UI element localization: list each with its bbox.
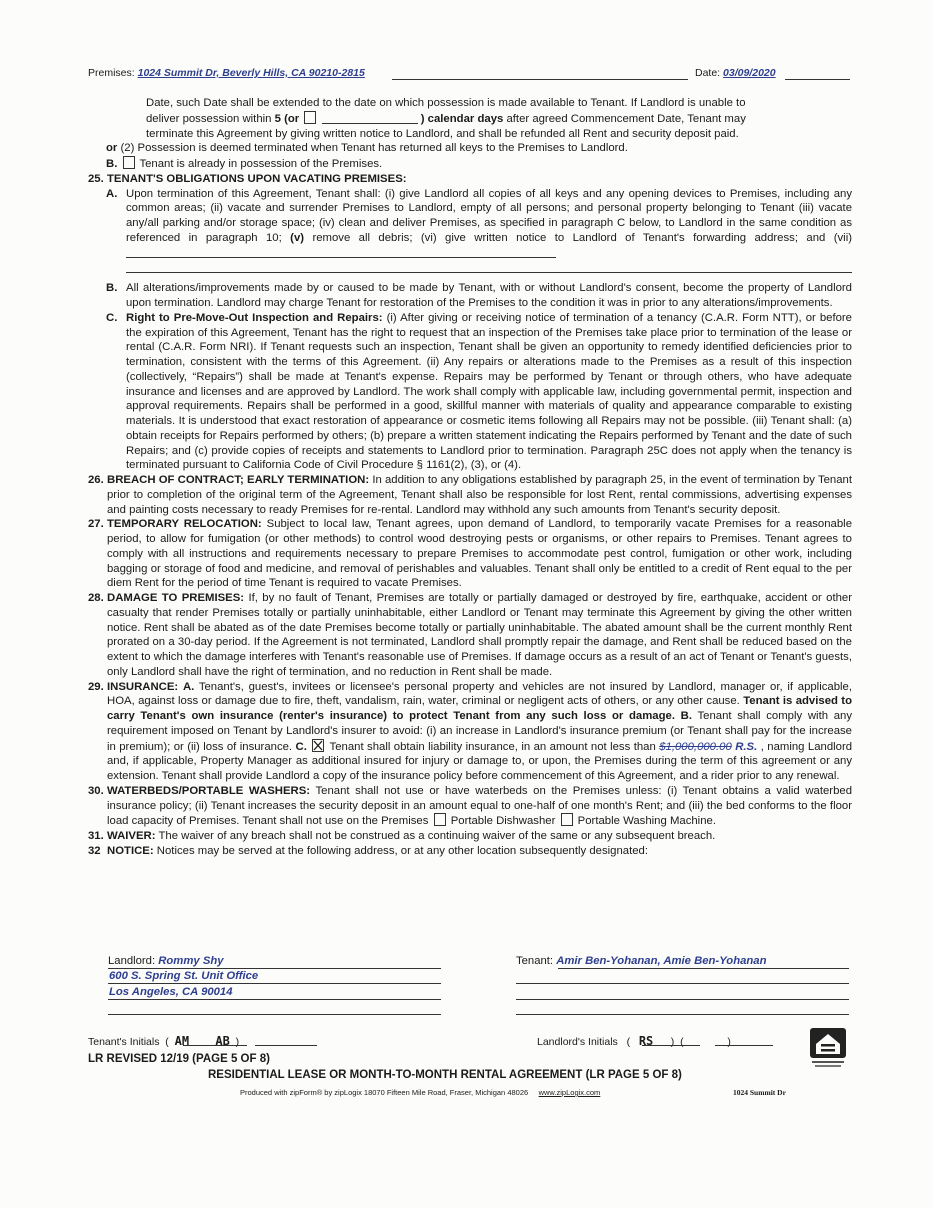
landlord-address-2: Los Angeles, CA 90014 bbox=[109, 986, 233, 998]
section-25-heading: 25. TENANT'S OBLIGATIONS UPON VACATING PREMISES: bbox=[88, 172, 407, 185]
premises-value: 1024 Summit Dr, Beverly Hills, CA 90210-2815 bbox=[137, 67, 365, 79]
days-checkbox[interactable] bbox=[304, 111, 316, 124]
premises-row bbox=[88, 67, 365, 79]
landlord-initials-line-1 bbox=[642, 1045, 700, 1046]
section-25c: C. Right to Pre-Move-Out Inspection and Repairs: (i) After giving or receiving notice of termination of a tenancy (C.A.R. Form NTT), or before the expiration of this Agreement, Tenant has the right to request that an inspection of the Premises take place prior to termination of the lease or rental (C.A.R. Form NRI). If Tenant requests such an inspection, Tenant shall be given an opportunity to remedy identified deficiencies prior to termination, consistent with the terms of this Agreement. (ii) Any repairs or alterations made to the Premises as a result of this inspection (collectively, “Repairs”) shall be made at Tenant's expense. Repairs may be performed by Tenant or through others, who have adequate insurance and licenses and are approved by Landlord. The work shall comply with applicable law, including governmental permit, inspection and approval requirements. Repairs shall be performed in a good, skillful manner with materials of quality and appearance comparable to existing materials. It is understood that exact restoration of appearance or cosmetic items following all Repairs may not be possible. (iii) Tenant shall: (a) obtain receipts for Repairs performed by others; (b) prepare a written statement indicating the Repairs performed by Tenant and the date of such Repairs; and (c) provide copies of receipts and statements to Landlord prior to termination. Paragraph 25C does not apply when the tenancy is terminated pursuant to California Code of Civil Procedure § 1161(2), (3), or (4). bbox=[106, 311, 852, 472]
date-label: Date: bbox=[695, 67, 721, 79]
ziplogix-link[interactable]: www.zipLogix.com bbox=[538, 1088, 601, 1097]
landlord-address-1: 600 S. Spring St. Unit Office bbox=[109, 970, 259, 982]
section-26: 26. BREACH OF CONTRACT; EARLY TERMINATION: In addition to any obligations established by paragraph 25, in the event of termination by Tenant prior to completion of the original term of the Agreement, Tenant shall also be responsible for lost Rent, rental commissions, advertising expenses and painting costs necessary to ready Premises for re-rental. Landlord may withhold any such amounts from Tenant's security deposit. bbox=[88, 474, 853, 516]
document-name: 1024 Summit Dr bbox=[733, 1088, 786, 1097]
landlord-initials-line-2 bbox=[715, 1045, 773, 1046]
zipform-credit: Produced with zipForm® by zipLogix 18070 Fifteen Mile Road, Fraser, Michigan 48026 www.zipLogix.com bbox=[240, 1088, 601, 1097]
tenant-line-1 bbox=[558, 968, 849, 969]
revision-label: LR REVISED 12/19 (PAGE 5 OF 8) bbox=[88, 1053, 270, 1065]
landlord-line-2 bbox=[108, 983, 441, 984]
tenant-line-4 bbox=[516, 1014, 849, 1015]
tenant-initials-line-2 bbox=[255, 1045, 317, 1046]
date-underline bbox=[785, 79, 850, 80]
tenant-initials-row: Tenant's Initials ( AM AB ) bbox=[88, 1034, 240, 1048]
tenant-name: Amir Ben-Yohanan, Amie Ben-Yohanan bbox=[556, 955, 767, 967]
section-32: 32 NOTICE: Notices may be served at the following address, or at any other location subsequently designated: bbox=[88, 844, 649, 857]
or-option-2: or (2) Possession is deemed terminated when Tenant has returned all keys to the Premises to Landlord. bbox=[106, 142, 628, 155]
date-row bbox=[695, 67, 776, 79]
landlord-line-3 bbox=[108, 999, 441, 1000]
option-b: B. Tenant is already in possession of the Premises. bbox=[106, 158, 383, 170]
section-28: 28. DAMAGE TO PREMISES: If, by no fault of Tenant, Premises are totally or partially damaged or destroyed by fire, earthquake, accident or other casualty that render Premises totally or partially uninhabitable, either Landlord or Tenant may terminate this Agreement by giving the other written notice. Rent shall be abated as of the date Premises become totally or partially uninhabitable. The abated amount shall be the current monthly Rent prorated on a 30-day period. If the Agreement is not terminated, Landlord shall promptly repair the damage, and Rent shall be reduced based on the extent to which the damage interferes with Tenant's reasonable use of Premises. If damage occurs as a result of an act of Tenant or Tenant's guests, only Landlord shall have the right of termination, and no reduction in Rent shall be made. bbox=[88, 592, 853, 678]
section-27: 27. TEMPORARY RELOCATION: Subject to local law, Tenant agrees, upon demand of Landlord, to temporarily vacate Premises for a reasonable period, to allow for fumigation (or other methods) to control wood destroying pests or organisms, or other repairs to Premises. Tenant agrees to comply with all instructions and requirements necessary to prepare Premises to accommodate pest control, fumigation or other work, including bagging or storage of food and medicine, and removal of perishables and valuables. Tenant shall only be entitled to a credit of Rent equal to the per diem Rent for the period of time Tenant is required to vacate Premises. bbox=[88, 518, 852, 590]
section-30: 30. WATERBEDS/PORTABLE WASHERS: Tenant shall not use or have waterbeds on the Premises unless: (i) Tenant obtains a valid waterbed insurance policy; (ii) Tenant increases the security deposit in an amount equal to one-half of one month's Rent; and (iii) the bed conforms to the floor load capacity of Premises. Tenant shall not use on the Premises Portable Dishwasher Portable Washing Machine. bbox=[88, 784, 853, 828]
tenant-line-2 bbox=[516, 983, 849, 984]
insurance-advisory: Tenant is advised to carry Tenant's own insurance (renter's insurance) to protect Tenant from any such loss or damage. bbox=[107, 695, 852, 722]
liability-amount-initials: R.S. bbox=[735, 740, 758, 753]
lease-body bbox=[88, 96, 852, 859]
tenant-line-3 bbox=[516, 999, 849, 1000]
landlord-line-4 bbox=[108, 1014, 441, 1015]
tenant-notice-row: Tenant: Amir Ben-Yohanan, Amie Ben-Yohanan bbox=[516, 955, 767, 967]
form-title: RESIDENTIAL LEASE OR MONTH-TO-MONTH RENTAL AGREEMENT (LR PAGE 5 OF 8) bbox=[208, 1069, 682, 1081]
landlord-initials-row: Landlord's Initials ( RS ) ( ) bbox=[537, 1034, 731, 1048]
tenant-initials-1: AM bbox=[174, 1034, 190, 1048]
forwarding-blank-line-2[interactable] bbox=[126, 260, 852, 273]
date-value: 03/09/2020 bbox=[723, 67, 776, 79]
portable-dishwasher-checkbox[interactable] bbox=[434, 813, 446, 826]
liability-insurance-checkbox[interactable] bbox=[312, 739, 324, 752]
landlord-line-1 bbox=[108, 968, 441, 969]
days-blank[interactable] bbox=[322, 112, 418, 124]
tenant-initials-2: AB bbox=[215, 1034, 230, 1048]
liability-amount: $1,000,000.00 bbox=[659, 740, 732, 753]
tenant-initials-line-1 bbox=[183, 1045, 247, 1046]
section-31: 31. WAIVER: The waiver of any breach shall not be construed as a continuing waiver of the same or any subsequent breach. bbox=[88, 830, 716, 842]
premises-label: Premises: bbox=[88, 67, 135, 79]
landlord-name: Rommy Shy bbox=[158, 955, 224, 967]
landlord-notice-row: Landlord: Rommy Shy bbox=[108, 955, 224, 967]
continued-text-3: terminate this Agreement by giving written notice to Landlord, and shall be refunded all Rent and security deposit paid. bbox=[146, 127, 739, 140]
portable-washer-checkbox[interactable] bbox=[561, 813, 573, 826]
landlord-initials-1: RS bbox=[638, 1034, 654, 1048]
continued-text-1: Date, such Date shall be extended to the date on which possession is made available to Tenant. If Landlord is unable to bbox=[146, 97, 746, 109]
continued-text-2: deliver possession within 5 (or ) calendar days after agreed Commencement Date, Tenant may bbox=[146, 112, 746, 125]
premises-underline bbox=[392, 79, 688, 80]
section-29: 29. INSURANCE: A. Tenant's, guest's, invitees or licensee's personal property and vehicles are not insured by Landlord, manager or, if applicable, HOA, against loss or damage due to fire, theft, vandalism, rain, water, criminal or negligent acts of others, or any other cause. Tenant is advised to carry Tenant's own insurance (renter's insurance) to protect Tenant from any such loss or damage. B. Tenant shall comply with any requirement imposed on Tenant by Landlord's insurer to avoid: (i) an increase in Landlord's insurance premium (or Tenant shall pay for the increase in premium); or (ii) loss of insurance. C. Tenant shall obtain liability insurance, in an amount not less than $1,000,000.00 R.S. , naming Landlord and, if applicable, Property Manager as additional insured for injury or damage to, or upon, the Premises during the term of this agreement or any extension. Tenant shall provide Landlord a copy of the insurance policy before commencement of this Agreement, and a rider prior to any renewal. bbox=[88, 680, 853, 782]
section-25b: B. All alterations/improvements made by or caused to be made by Tenant, with or without Landlord's consent, become the property of Landlord upon termination. Landlord may charge Tenant for restoration of the Premises to the condition it was in prior to any alterations/improvements. bbox=[106, 282, 852, 309]
checkmark-icon bbox=[313, 740, 323, 751]
equal-housing-icon bbox=[808, 1026, 848, 1070]
forwarding-blank[interactable] bbox=[126, 246, 556, 258]
already-in-possession-checkbox[interactable] bbox=[123, 156, 135, 169]
section-25a: A. Upon termination of this Agreement, Tenant shall: (i) give Landlord all copies of all keys and any opening devices to Premises, including any common areas; (ii) vacate and surrender Premises to Landlord, empty of all persons; and personal property belonging to Tenant (iii) vacate any/all parking and/or storage space; (iv) clean and deliver Premises, as specified in paragraph C below, to Landlord in the same condition as referenced in paragraph 10; (v) remove all debris; (vi) give written notice to Landlord of Tenant's forwarding address; and (vii) bbox=[88, 187, 852, 261]
